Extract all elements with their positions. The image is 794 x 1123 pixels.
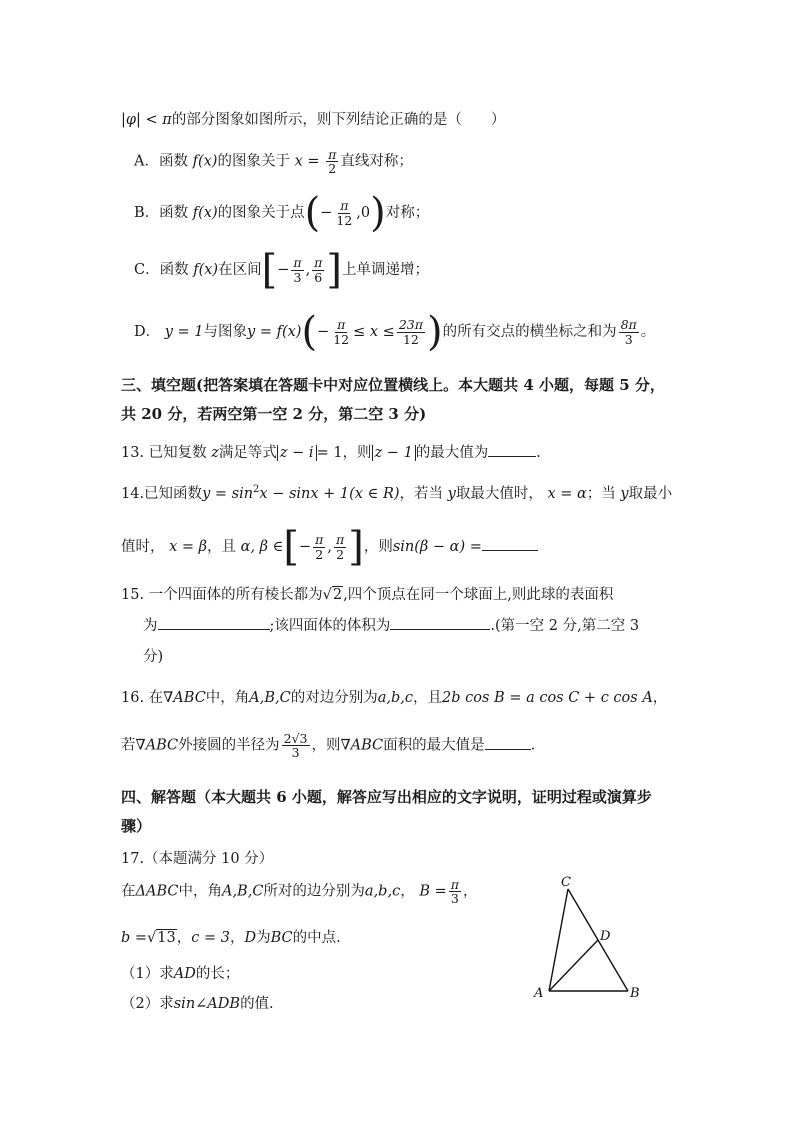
math: sin∠ADB <box>173 996 241 1012</box>
math-y1: y = 1 <box>164 324 204 340</box>
math: x − sinx + 1(x ∈ R) <box>259 486 400 502</box>
q12-text: 的部分图象如图所示，则下列结论正确的是（ ） <box>171 112 506 128</box>
q-text: 为 <box>256 930 271 946</box>
section4-title-2: 骤） <box>121 817 152 835</box>
fraction <box>282 732 310 759</box>
section3-title-1: 三、填空题(把答案填在答题卡中对应位置横线上。本大题共 4 小题，每题 5 分， <box>121 376 665 394</box>
q-text: . <box>536 445 541 461</box>
side-AC <box>549 889 568 991</box>
left-bracket: [ <box>261 247 278 293</box>
q-text: ，且 <box>413 690 443 706</box>
q-text: ;该四面体的体积为 <box>269 618 391 634</box>
fraction <box>449 878 461 905</box>
frac-num: π <box>450 877 459 892</box>
segment-AD <box>549 940 598 991</box>
math-minus: − <box>299 539 312 555</box>
math-z: z <box>211 445 219 461</box>
frac-den: 2 <box>336 546 345 562</box>
frac-num: π <box>340 198 349 214</box>
math: b = <box>121 930 148 946</box>
q-text: ， <box>229 930 245 946</box>
fraction <box>334 533 346 560</box>
q-text: 中，角 <box>178 883 222 900</box>
answer-blank[interactable] <box>482 536 538 551</box>
q-text: 的对边分别为 <box>290 690 378 706</box>
q-text: 的最大值为 <box>415 445 489 461</box>
q12-tail <box>121 108 505 129</box>
q-text: 所对的边分别为 <box>263 883 365 900</box>
math: x = β <box>169 539 208 555</box>
q17-sub-1 <box>121 962 239 983</box>
q16-line-2 <box>121 732 535 759</box>
q17-sub-2 <box>121 992 274 1013</box>
fraction <box>312 256 324 283</box>
answer-blank[interactable] <box>488 442 536 457</box>
option-text: 在区间 <box>218 262 262 278</box>
frac-den: 2 <box>315 546 324 562</box>
math-sqrt: 2 <box>332 587 343 603</box>
math-comma: , <box>305 262 311 278</box>
fraction <box>313 533 325 560</box>
frac-den: 3 <box>450 891 459 907</box>
q-text: ，且 <box>207 539 237 555</box>
math-fx: f(x) <box>192 153 218 170</box>
label-c: C <box>561 875 571 890</box>
math-y: y <box>447 486 456 502</box>
math: ∇ABC <box>340 737 384 754</box>
math: BC <box>270 930 293 946</box>
q13 <box>121 441 541 462</box>
q17-line-1 <box>121 878 477 905</box>
math: a,b,c <box>377 690 414 706</box>
left-bracket: [ <box>283 524 300 570</box>
q-text: 已知复数 <box>148 445 207 461</box>
math-y: y <box>620 486 629 502</box>
q-text: 外接圆的半径为 <box>178 737 280 754</box>
q-text: ， <box>462 883 478 900</box>
frac-num: π <box>337 317 346 333</box>
question-number: 13. <box>121 445 145 461</box>
q-text: .(第一空 2 分,第二空 3 <box>490 618 640 634</box>
frac-num: 23π <box>398 317 423 333</box>
q-text: 中，角 <box>205 690 250 706</box>
math: sin(β − α) = <box>392 539 482 555</box>
q-text: 的长； <box>195 966 240 982</box>
frac-num: π <box>293 255 302 271</box>
label-a: A <box>534 986 544 1001</box>
q-text: （2）求 <box>121 996 174 1012</box>
section4-title-1: 四、解答题（本大题共 6 小题，解答应写出相应的文字说明，证明过程或演算步 <box>121 788 652 806</box>
math: 2b cos B = a cos C + c cos A <box>442 690 653 706</box>
option-text: 直线对称； <box>340 153 413 170</box>
q-text: 一个四面体的所有棱长都为 <box>148 587 323 603</box>
math: ΔABC <box>135 883 179 900</box>
q-text: ， <box>652 690 668 706</box>
option-text: 上单调递增； <box>342 262 429 278</box>
math-fx: f(x) <box>192 205 218 221</box>
option-text: 的图象关于点 <box>217 205 305 221</box>
math-sqrt: 13 <box>157 930 176 946</box>
math-minus: − <box>317 324 330 340</box>
math: B = <box>419 883 447 900</box>
question-number: 15. <box>121 587 145 603</box>
left-paren: ( <box>304 190 321 236</box>
q-text: 面积的最大值是 <box>383 737 485 754</box>
frac-num: 2√3 <box>283 731 308 746</box>
right-paren: ) <box>426 309 443 355</box>
math: AD <box>173 966 196 982</box>
q15-line-1 <box>121 583 613 604</box>
frac-den: 3 <box>624 331 633 347</box>
left-paren: ( <box>301 309 318 355</box>
option-text: 对称； <box>385 205 430 221</box>
math-abs: z − 1 <box>372 445 416 461</box>
sqrt-sign: √ <box>322 587 332 603</box>
q-text: ；当 <box>586 486 616 502</box>
q-text: . <box>530 737 536 754</box>
math: y = sin <box>202 486 254 502</box>
q-text: 取最小 <box>628 486 673 502</box>
q-text: 若 <box>121 737 136 754</box>
q14-line-1 <box>121 482 672 503</box>
q12-option-a <box>134 148 413 175</box>
q15-line-2 <box>143 614 639 635</box>
frac-den: 12 <box>336 212 353 228</box>
math: A,B,C <box>221 883 264 900</box>
fraction <box>619 318 639 345</box>
right-paren: ) <box>370 190 386 236</box>
option-text: 函数 <box>159 205 189 221</box>
q-text: ，则 <box>311 737 341 754</box>
frac-den: 3 <box>293 269 302 285</box>
option-label: A． <box>134 153 159 170</box>
q-text: 的中点. <box>292 930 341 946</box>
frac-den: 2 <box>328 161 337 177</box>
option-label: C． <box>134 262 160 278</box>
q-text: 值时， <box>121 539 165 555</box>
math-fx: f(x) <box>193 262 219 278</box>
q17-line-2 <box>121 926 341 947</box>
q-text: 取最大值时， <box>455 486 543 502</box>
option-text: 。 <box>640 324 656 340</box>
answer-blank[interactable] <box>485 735 531 750</box>
q-text: ， <box>400 883 415 900</box>
option-text: 函数 <box>159 262 189 278</box>
option-text: 的图象关于 <box>217 153 290 170</box>
q12-option-d <box>134 309 656 355</box>
frac-num: π <box>336 532 345 548</box>
q-text: 为 <box>143 618 158 634</box>
math: a,b,c <box>364 883 401 900</box>
option-text: 与图象 <box>203 324 248 340</box>
fraction <box>291 256 303 283</box>
option-text: 函数 <box>158 153 188 170</box>
math: x = α <box>547 486 587 502</box>
frac-den: 12 <box>402 331 419 347</box>
q-text: 14.已知函数 <box>121 486 203 502</box>
math: ∇ABC <box>163 690 206 706</box>
q12-option-c <box>134 247 429 293</box>
math: A,B,C <box>249 690 291 706</box>
option-text: 的所有交点的横坐标之和为 <box>442 324 617 340</box>
q-text: ， <box>176 930 192 946</box>
label-d: D <box>600 929 611 944</box>
q-text: （1）求 <box>121 966 174 982</box>
right-bracket: ] <box>326 247 342 293</box>
math-yfx: y = f(x) <box>247 324 302 340</box>
math-abs: z − i <box>277 445 317 461</box>
q-text: ,四个顶点在同一个球面上,则此球的表面积 <box>343 587 614 603</box>
math-minus: − <box>320 205 333 221</box>
frac-num: π <box>314 255 323 271</box>
fraction <box>397 318 425 345</box>
frac-num: π <box>315 532 324 548</box>
section3-title-2: 共 20 分，若两空第一空 2 分，第二空 3 分) <box>121 405 427 423</box>
option-label: D． <box>134 324 161 340</box>
question-number: 16. <box>121 690 145 706</box>
triangle-figure <box>520 870 650 1010</box>
math-sup: 2 <box>253 484 260 496</box>
math: c = 3 <box>191 930 230 946</box>
math-le: ≤ x ≤ <box>353 324 395 340</box>
q-text: 在 <box>121 883 136 900</box>
q-text: ，若当 <box>399 486 444 502</box>
math: ∇ABC <box>135 737 179 754</box>
sqrt-sign: √ <box>147 930 157 946</box>
answer-blank-1[interactable] <box>158 615 270 630</box>
fraction <box>331 318 351 345</box>
math-xeq: x = <box>294 153 320 170</box>
frac-den: 12 <box>333 331 350 347</box>
q15-line-3: 分) <box>143 649 164 665</box>
q-text: 在 <box>148 690 164 706</box>
right-bracket: ] <box>348 524 364 570</box>
frac-num: 8π <box>620 317 637 333</box>
q12-option-b <box>134 190 430 236</box>
q16-line-1 <box>121 686 667 707</box>
math-zero: ,0 <box>356 205 371 221</box>
frac-den: 3 <box>291 745 300 761</box>
q12-condition: |φ| < π <box>121 112 172 128</box>
math-minus: − <box>277 262 290 278</box>
q-text: 的值. <box>240 996 274 1012</box>
q-text: = 1，则 <box>316 445 372 461</box>
option-label: B． <box>134 205 160 221</box>
frac-num: π <box>328 147 337 162</box>
q17-head: 17.（本题满分 10 分） <box>121 851 274 867</box>
fraction <box>334 199 354 226</box>
q-text: ，则 <box>363 539 393 555</box>
q-text: 满足等式 <box>218 445 277 461</box>
math-comma: , <box>327 539 332 555</box>
math: D <box>244 930 257 946</box>
label-b: B <box>630 986 640 1001</box>
frac-den: 6 <box>314 269 323 285</box>
answer-blank-2[interactable] <box>390 615 490 630</box>
math: α, β ∈ <box>240 539 284 555</box>
q14-line-2 <box>121 524 538 570</box>
fraction <box>326 148 338 175</box>
